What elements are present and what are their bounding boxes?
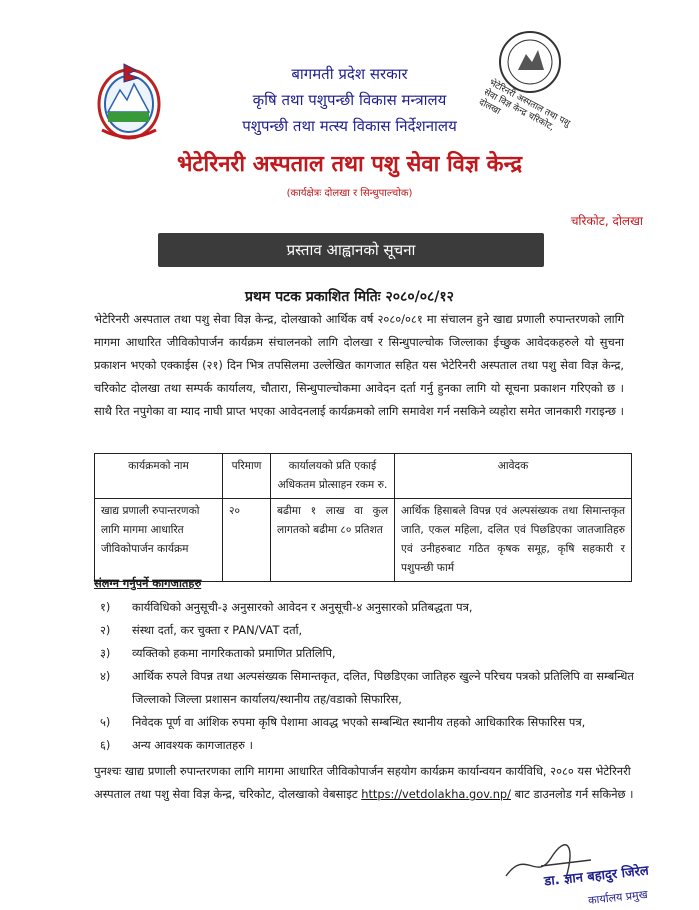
col-header: आवेदक xyxy=(395,454,632,499)
list-item: २) संस्था दर्ता, कर चुक्ता र PAN/VAT दर्ता, xyxy=(100,623,303,637)
govt-name: बागमती प्रदेश सरकार xyxy=(291,65,408,83)
footer-note xyxy=(94,760,634,806)
table-row xyxy=(95,499,632,582)
col-header: कार्यक्रमको नाम xyxy=(95,454,223,499)
notice-title-banner: प्रस्ताव आह्वानको सूचना xyxy=(158,233,544,267)
signatory-role: कार्यालय प्रमुख xyxy=(587,887,649,908)
col-header: कार्यालयको प्रति एकाई अधिकतम प्रोत्साहन रकम रु. xyxy=(271,454,395,499)
list-item: ४) आर्थिक रुपले विपन्न तथा अल्पसंख्यक सिमान्तकृत, दलित, पिछडिएका जातिहरु खुल्ने परिचय पत्रको प्रतिलिपि वा सम्बन्धित जिल्लाको जिल्ला प्रशासन कार्यालय/स्थानीय तह/वडाको सिफारिस, xyxy=(100,669,634,706)
table-cell: बढीमा १ लाख वा कुल लागतको बढीमा ८० प्रतिशत xyxy=(271,499,395,582)
footer-text: पुनश्चः खाद्य प्रणाली रुपान्तरणका लागि मागमा आधारित जीविकोपार्जन सहयोग कार्यक्रम कार्यान्वयन कार्यविधि, २०८० यस भेटेरिनरी अस्पताल तथा पशु सेवा विज्ञ केन्द्र, चरिकोट, दोलखाको वेबसाइट xyxy=(94,764,631,801)
website-link[interactable]: https://vetdolakha.gov.np/ xyxy=(361,787,511,801)
col-header: परिमाण xyxy=(223,454,271,499)
attachments-heading: संलग्न गर्नुपर्ने कागजातहरु xyxy=(94,576,202,590)
office-title: भेटेरिनरी अस्पताल तथा पशु सेवा विज्ञ केन्द्र xyxy=(176,152,523,177)
footer-text-end: बाट डाउनलोड गर्न सकिनेछ । xyxy=(514,787,634,801)
signatory-name: डा. ज्ञान बहादुर जिरेल xyxy=(543,863,650,890)
table-header-row xyxy=(95,454,632,499)
directorate-name: पशुपन्छी तथा मत्स्य विकास निर्देशनालय xyxy=(242,117,457,135)
work-area: (कार्यक्षेत्रः दोलखा र सिन्धुपाल्चोक) xyxy=(286,188,413,199)
stamp-text: भेटेरिनरी अस्पताल तथा पशु सेवा विज्ञ केन्द्र चरिकोट, दोलखा xyxy=(476,78,572,134)
table-cell: खाद्य प्रणाली रुपान्तरणको लागि मागमा आधारित जीविकोपार्जन कार्यक्रम xyxy=(95,499,223,582)
published-date: प्रथम पटक प्रकाशित मितिः २०८०/०८/१२ xyxy=(245,289,454,305)
list-item: ६) अन्य आवश्यक कागजातहरु । xyxy=(100,738,253,752)
list-item: ३) व्यक्तिको हकमा नागरिकताको प्रमाणित प्रतिलिपि, xyxy=(100,646,336,660)
place-name: चरिकोट, दोलखा xyxy=(570,214,643,228)
table-cell: २० xyxy=(223,499,271,582)
table-cell: आर्थिक हिसाबले विपन्न एवं अल्पसंख्यक तथा सिमान्तकृत जाति, एकल महिला, दलित एवं पिछडिएका जातजातिहरु एवं उनीहरुबाट गठित कृषक समूह, कृषि सहकारी र पशुपन्छी फार्म xyxy=(395,499,632,582)
program-table xyxy=(94,453,632,582)
attachments-list xyxy=(100,596,640,757)
ministry-name: कृषि तथा पशुपन्छी विकास मन्त्रालय xyxy=(252,91,447,109)
list-item: ५) निवेदक पूर्ण वा आंशिक रुपमा कृषि पेशामा आवद्ध भएको सम्बन्धित स्थानीय तहको आधिकारिक सिफारिस पत्र, xyxy=(100,715,586,729)
intro-paragraph: भेटेरिनरी अस्पताल तथा पशु सेवा विज्ञ केन्द्र, दोलखाको आर्थिक वर्ष २०८०/०८१ मा संचालन हुने खाद्य प्रणाली रुपान्तरणको लागि मागमा आधारित जीविकोपार्जन कार्यक्रम संचालनको लागि दोलखा र सिन्धुपाल्चोक जिल्लाका ईच्छुक आवेदकहरुले यो सुचना प्रकाशन भएको एक्काईस (२१) दिन भित्र तपसिलमा उल्लेखित कागजात सहित यस भेटेरिनरी अस्पताल तथा पशु सेवा विज्ञ केन्द्र, चरिकोट दोलखा तथा सम्पर्क कार्यालय, चौतारा, सिन्धुपाल्चोकमा आवेदन दर्ता गर्नु हुनका लागि यो सूचना प्रकाशन गरिएको छ । साथै रित नपुगेका वा म्याद नाघी प्राप्त भएका आवेदनलाई कार्यक्रमको लागि समावेश गर्न नसकिने व्यहोरा समेत जानकारी गराइन्छ । xyxy=(94,312,624,418)
list-item: १) कार्यविधिको अनुसूची-३ अनुसारको आवेदन र अनुसूची-४ अनुसारको प्रतिबद्धता पत्र, xyxy=(100,600,473,614)
